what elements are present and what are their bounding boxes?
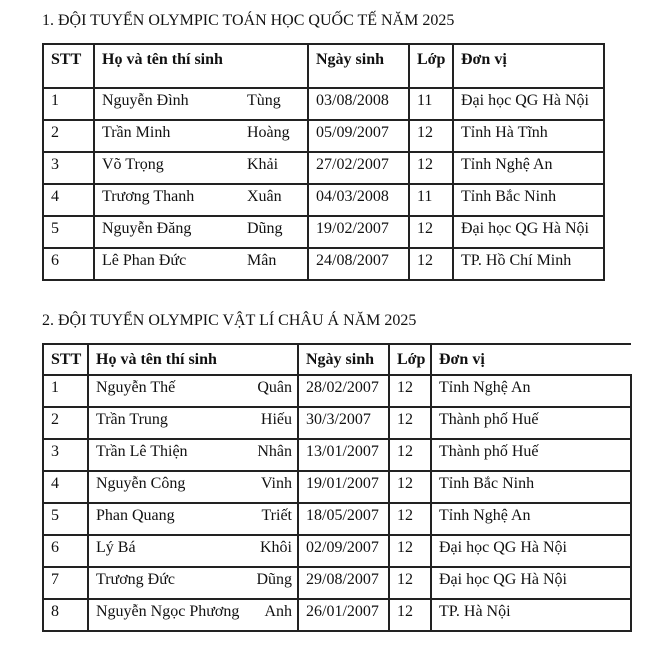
full-name — [96, 539, 297, 557]
cell-grade: 12 — [409, 248, 453, 280]
cell-full-name — [94, 216, 308, 248]
family-and-middle-name: Nguyễn Đăng — [102, 220, 192, 237]
cell-unit: TP. Hà Nội — [431, 599, 631, 631]
cell-date-of-birth: 26/01/2007 — [298, 599, 389, 631]
cell-date-of-birth: 19/02/2007 — [308, 216, 409, 248]
cell-grade: 12 — [389, 535, 431, 567]
header-stt: STT — [43, 344, 88, 375]
family-and-middle-name: Nguyễn Công — [96, 475, 186, 492]
full-name — [102, 188, 307, 206]
full-name — [96, 507, 297, 525]
full-name — [102, 156, 307, 174]
table-row — [43, 216, 604, 248]
cell-full-name — [88, 503, 298, 535]
family-and-middle-name: Trần Minh — [102, 124, 171, 141]
given-name: Khải — [247, 156, 279, 173]
cell-grade: 12 — [389, 375, 431, 407]
section-title-physics: 2. ĐỘI TUYỂN OLYMPIC VẬT LÍ CHÂU Á NĂM 2025 — [42, 312, 417, 329]
given-name: Anh — [264, 603, 292, 620]
family-and-middle-name: Nguyễn Ngọc Phương — [96, 603, 240, 620]
full-name — [102, 92, 307, 110]
cell-stt: 6 — [43, 535, 88, 567]
physics-team-table — [42, 343, 632, 632]
cell-full-name — [94, 88, 308, 120]
header-grade: Lớp — [409, 44, 453, 88]
table-row — [43, 567, 631, 599]
cell-full-name — [88, 599, 298, 631]
given-name: Tùng — [247, 92, 281, 109]
header-unit: Đơn vị — [453, 44, 604, 88]
given-name: Vinh — [260, 475, 292, 492]
cell-full-name — [88, 567, 298, 599]
cell-date-of-birth: 02/09/2007 — [298, 535, 389, 567]
given-name: Hoàng — [247, 124, 290, 141]
cell-grade: 12 — [389, 471, 431, 503]
cell-full-name — [88, 535, 298, 567]
full-name — [102, 124, 307, 142]
cell-unit: Đại học QG Hà Nội — [431, 535, 631, 567]
cell-stt: 5 — [43, 503, 88, 535]
table-header-row — [43, 44, 604, 88]
given-name: Dũng — [256, 571, 292, 588]
table-row — [43, 503, 631, 535]
full-name — [96, 571, 297, 589]
cell-full-name — [94, 184, 308, 216]
section-title-math: 1. ĐỘI TUYỂN OLYMPIC TOÁN HỌC QUỐC TẾ NĂM 2025 — [42, 12, 455, 29]
cell-unit: Tỉnh Nghệ An — [453, 152, 604, 184]
given-name: Mân — [247, 252, 277, 269]
full-name — [96, 475, 297, 493]
table-row — [43, 471, 631, 503]
cell-date-of-birth: 04/03/2008 — [308, 184, 409, 216]
given-name: Triết — [261, 507, 292, 524]
full-name — [102, 252, 307, 270]
cell-grade: 12 — [389, 503, 431, 535]
family-and-middle-name: Nguyễn Đình — [102, 92, 189, 109]
cell-stt: 8 — [43, 599, 88, 631]
header-date-of-birth: Ngày sinh — [298, 344, 389, 375]
cell-date-of-birth: 13/01/2007 — [298, 439, 389, 471]
family-and-middle-name: Nguyễn Thế — [96, 379, 176, 396]
full-name — [96, 379, 297, 397]
table-row — [43, 184, 604, 216]
given-name: Dũng — [247, 220, 283, 237]
table-row — [43, 120, 604, 152]
family-and-middle-name: Lý Bá — [96, 539, 136, 556]
cell-stt: 2 — [43, 120, 94, 152]
header-grade: Lớp — [389, 344, 431, 375]
family-and-middle-name: Trương Đức — [96, 571, 175, 588]
cell-grade: 11 — [409, 88, 453, 120]
table-row — [43, 88, 604, 120]
cell-date-of-birth: 05/09/2007 — [308, 120, 409, 152]
cell-grade: 12 — [389, 567, 431, 599]
table-header-row — [43, 344, 631, 375]
cell-unit: Đại học QG Hà Nội — [431, 567, 631, 599]
cell-date-of-birth: 29/08/2007 — [298, 567, 389, 599]
family-and-middle-name: Lê Phan Đức — [102, 252, 187, 269]
cell-full-name — [88, 375, 298, 407]
cell-unit: Tỉnh Nghệ An — [431, 375, 631, 407]
given-name: Khôi — [260, 539, 292, 556]
math-team-body — [43, 44, 604, 280]
header-full-name: Họ và tên thí sinh — [88, 344, 298, 375]
math-team-table — [42, 43, 605, 281]
cell-stt: 2 — [43, 407, 88, 439]
cell-date-of-birth: 03/08/2008 — [308, 88, 409, 120]
cell-grade: 12 — [389, 599, 431, 631]
table-row — [43, 599, 631, 631]
family-and-middle-name: Võ Trọng — [102, 156, 164, 173]
cell-date-of-birth: 28/02/2007 — [298, 375, 389, 407]
table-row — [43, 152, 604, 184]
cell-grade: 11 — [409, 184, 453, 216]
table-row — [43, 375, 631, 407]
cell-stt: 4 — [43, 471, 88, 503]
full-name — [96, 443, 297, 461]
cell-full-name — [94, 152, 308, 184]
header-unit: Đơn vị — [431, 344, 631, 375]
cell-stt: 4 — [43, 184, 94, 216]
cell-grade: 12 — [409, 152, 453, 184]
physics-team-body — [43, 344, 631, 631]
cell-full-name — [94, 120, 308, 152]
cell-stt: 1 — [43, 88, 94, 120]
cell-unit: Thành phố Huế — [431, 407, 631, 439]
cell-unit: Tỉnh Nghệ An — [431, 503, 631, 535]
table-row — [43, 248, 604, 280]
table-row — [43, 407, 631, 439]
cell-date-of-birth: 27/02/2007 — [308, 152, 409, 184]
cell-unit: Đại học QG Hà Nội — [453, 216, 604, 248]
cell-stt: 7 — [43, 567, 88, 599]
full-name — [96, 603, 297, 621]
cell-unit: Tỉnh Bắc Ninh — [431, 471, 631, 503]
cell-stt: 6 — [43, 248, 94, 280]
family-and-middle-name: Phan Quang — [96, 507, 175, 524]
cell-stt: 5 — [43, 216, 94, 248]
family-and-middle-name: Trần Trung — [96, 411, 168, 428]
cell-full-name — [94, 248, 308, 280]
header-full-name: Họ và tên thí sinh — [94, 44, 308, 88]
cell-stt: 1 — [43, 375, 88, 407]
full-name — [96, 411, 297, 429]
cell-unit: Tỉnh Hà Tĩnh — [453, 120, 604, 152]
cell-unit: Đại học QG Hà Nội — [453, 88, 604, 120]
family-and-middle-name: Trương Thanh — [102, 188, 195, 205]
table-row — [43, 535, 631, 567]
given-name: Nhân — [257, 443, 292, 460]
cell-date-of-birth: 18/05/2007 — [298, 503, 389, 535]
cell-full-name — [88, 407, 298, 439]
cell-full-name — [88, 471, 298, 503]
cell-stt: 3 — [43, 152, 94, 184]
cell-date-of-birth: 24/08/2007 — [308, 248, 409, 280]
cell-unit: Thành phố Huế — [431, 439, 631, 471]
cell-unit: TP. Hồ Chí Minh — [453, 248, 604, 280]
given-name: Hiếu — [260, 411, 292, 428]
full-name — [102, 220, 307, 238]
cell-grade: 12 — [409, 216, 453, 248]
given-name: Quân — [257, 379, 292, 396]
cell-stt: 3 — [43, 439, 88, 471]
header-date-of-birth: Ngày sinh — [308, 44, 409, 88]
cell-grade: 12 — [389, 407, 431, 439]
header-stt: STT — [43, 44, 94, 88]
table-row — [43, 439, 631, 471]
cell-grade: 12 — [409, 120, 453, 152]
cell-grade: 12 — [389, 439, 431, 471]
cell-date-of-birth: 30/3/2007 — [298, 407, 389, 439]
cell-unit: Tỉnh Bắc Ninh — [453, 184, 604, 216]
cell-full-name — [88, 439, 298, 471]
given-name: Xuân — [247, 188, 282, 205]
family-and-middle-name: Trần Lê Thiện — [96, 443, 188, 460]
cell-date-of-birth: 19/01/2007 — [298, 471, 389, 503]
